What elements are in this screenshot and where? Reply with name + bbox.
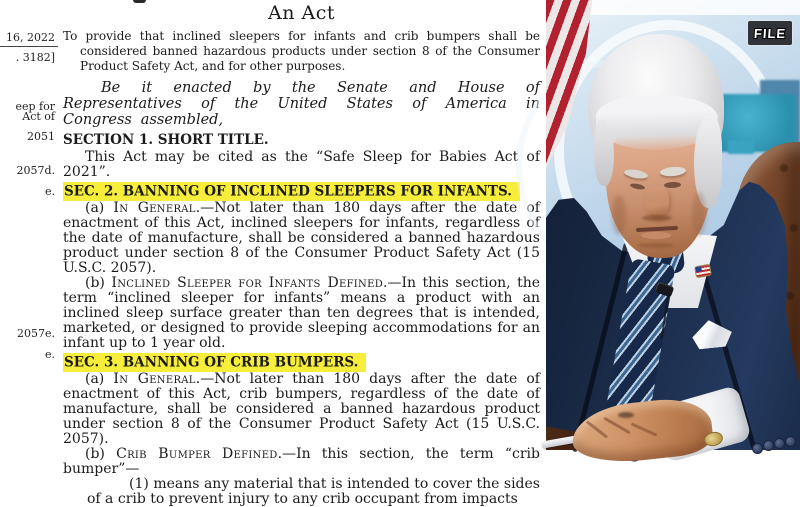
margin-note: eep for	[15, 100, 55, 113]
lower-lip	[641, 232, 671, 239]
small-caps-term: Crib Bumper Defined	[116, 446, 278, 462]
margin-note: . 3182]	[15, 51, 55, 64]
paragraph-text: (b)	[85, 446, 117, 462]
margin-note: e.	[44, 185, 55, 198]
small-caps-term: In General	[113, 371, 196, 387]
margin-note: Act of	[22, 110, 55, 123]
margin-note: 2057d.	[16, 164, 55, 177]
hand-shadow-mark	[618, 412, 634, 418]
file-badge-text: FILE	[753, 26, 787, 41]
section-heading	[63, 133, 540, 148]
margin-note: e.	[44, 348, 55, 361]
nose-shadow	[642, 215, 672, 221]
margin-note: 16, 2022	[6, 31, 55, 44]
margin-notes	[0, 0, 57, 450]
act-paragraph	[63, 201, 540, 276]
margin-note: 2051	[27, 130, 55, 143]
act-sections	[63, 133, 540, 507]
window-view-teal-2	[728, 140, 754, 154]
sleeve-button	[785, 436, 796, 447]
paragraph-text: .—In this section, the term “inclined sleeper for infants” means a product with an inclined sleep surface greater than ten degrees that is intended, marketed, or designed to provide sleeping accommodations for an infant up to 1 year old.	[63, 275, 540, 351]
act-subparagraph	[87, 477, 540, 507]
section-heading	[63, 355, 540, 370]
paragraph-text: (a)	[85, 371, 114, 387]
small-caps-term: In General	[113, 200, 196, 216]
nose	[645, 186, 669, 218]
highlighted-heading-text: SEC. 3. BANNING OF CRIB BUMPERS.	[63, 353, 366, 372]
paragraph-text: (b)	[85, 275, 112, 291]
cheek-shadow-left	[612, 195, 626, 235]
enacting-clause: Be it enacted by the Senate and House of Representatives of the United States of America in Congress assembled,	[63, 80, 540, 128]
act-body	[63, 2, 540, 507]
photo-panel	[546, 0, 800, 450]
act-preamble: To provide that inclined sleepers for infants and crib bumpers shall be considered banned hazardous products under section 8 of the Consumer Product Safety Act, and for other purposes.	[63, 29, 540, 73]
cheek-shadow-right	[692, 192, 706, 236]
act-paragraph	[63, 372, 540, 447]
file-badge	[748, 21, 792, 45]
act-title: An Act	[268, 2, 335, 24]
highlighted-heading-text: SEC. 2. BANNING OF INCLINED SLEEPERS FOR INFANTS.	[63, 182, 520, 201]
paragraph-text: .—Not later than 180 days after the date of enactment of this Act, inclined sleepers for infants, regardless of the date of manufacture, shall be considered a banned hazardous product under section 8 of the Consumer Product Safety Act (15 U.S.C. 2057).	[63, 200, 540, 276]
paragraph-text: (a)	[85, 200, 114, 216]
paragraph-text: .—In this section, the term “crib bumper”—	[63, 446, 540, 477]
small-caps-term: Inclined Sleeper for Infants Defined	[111, 275, 384, 291]
margin-note: 2057e.	[16, 327, 55, 340]
paragraph-text: This Act may be cited as the “Safe Sleep for Babies Act of 2021”.	[63, 149, 540, 180]
heading-text: SECTION 1. SHORT TITLE.	[63, 132, 269, 148]
act-paragraph	[63, 447, 540, 477]
sleeve-button	[774, 438, 785, 449]
paragraph-text: .—Not later than 180 days after the date of enactment of this Act, crib bumpers, regardless of the date of manufacture, shall be considered a banned hazardous product under section 8 of the Consumer Product Safety Act (15 U.S.C. 2057).	[63, 371, 540, 447]
paragraph-text: (1) means any material that is intended to cover the sides of a crib to prevent injury to any crib occupant from impacts	[87, 476, 540, 507]
sleeve-button	[752, 443, 763, 454]
act-paragraph	[63, 276, 540, 351]
section-heading	[63, 184, 540, 199]
chin-crease	[638, 243, 674, 248]
margin-note-rule	[0, 46, 58, 47]
sleeve-button	[763, 440, 774, 451]
act-paragraph	[63, 150, 540, 180]
